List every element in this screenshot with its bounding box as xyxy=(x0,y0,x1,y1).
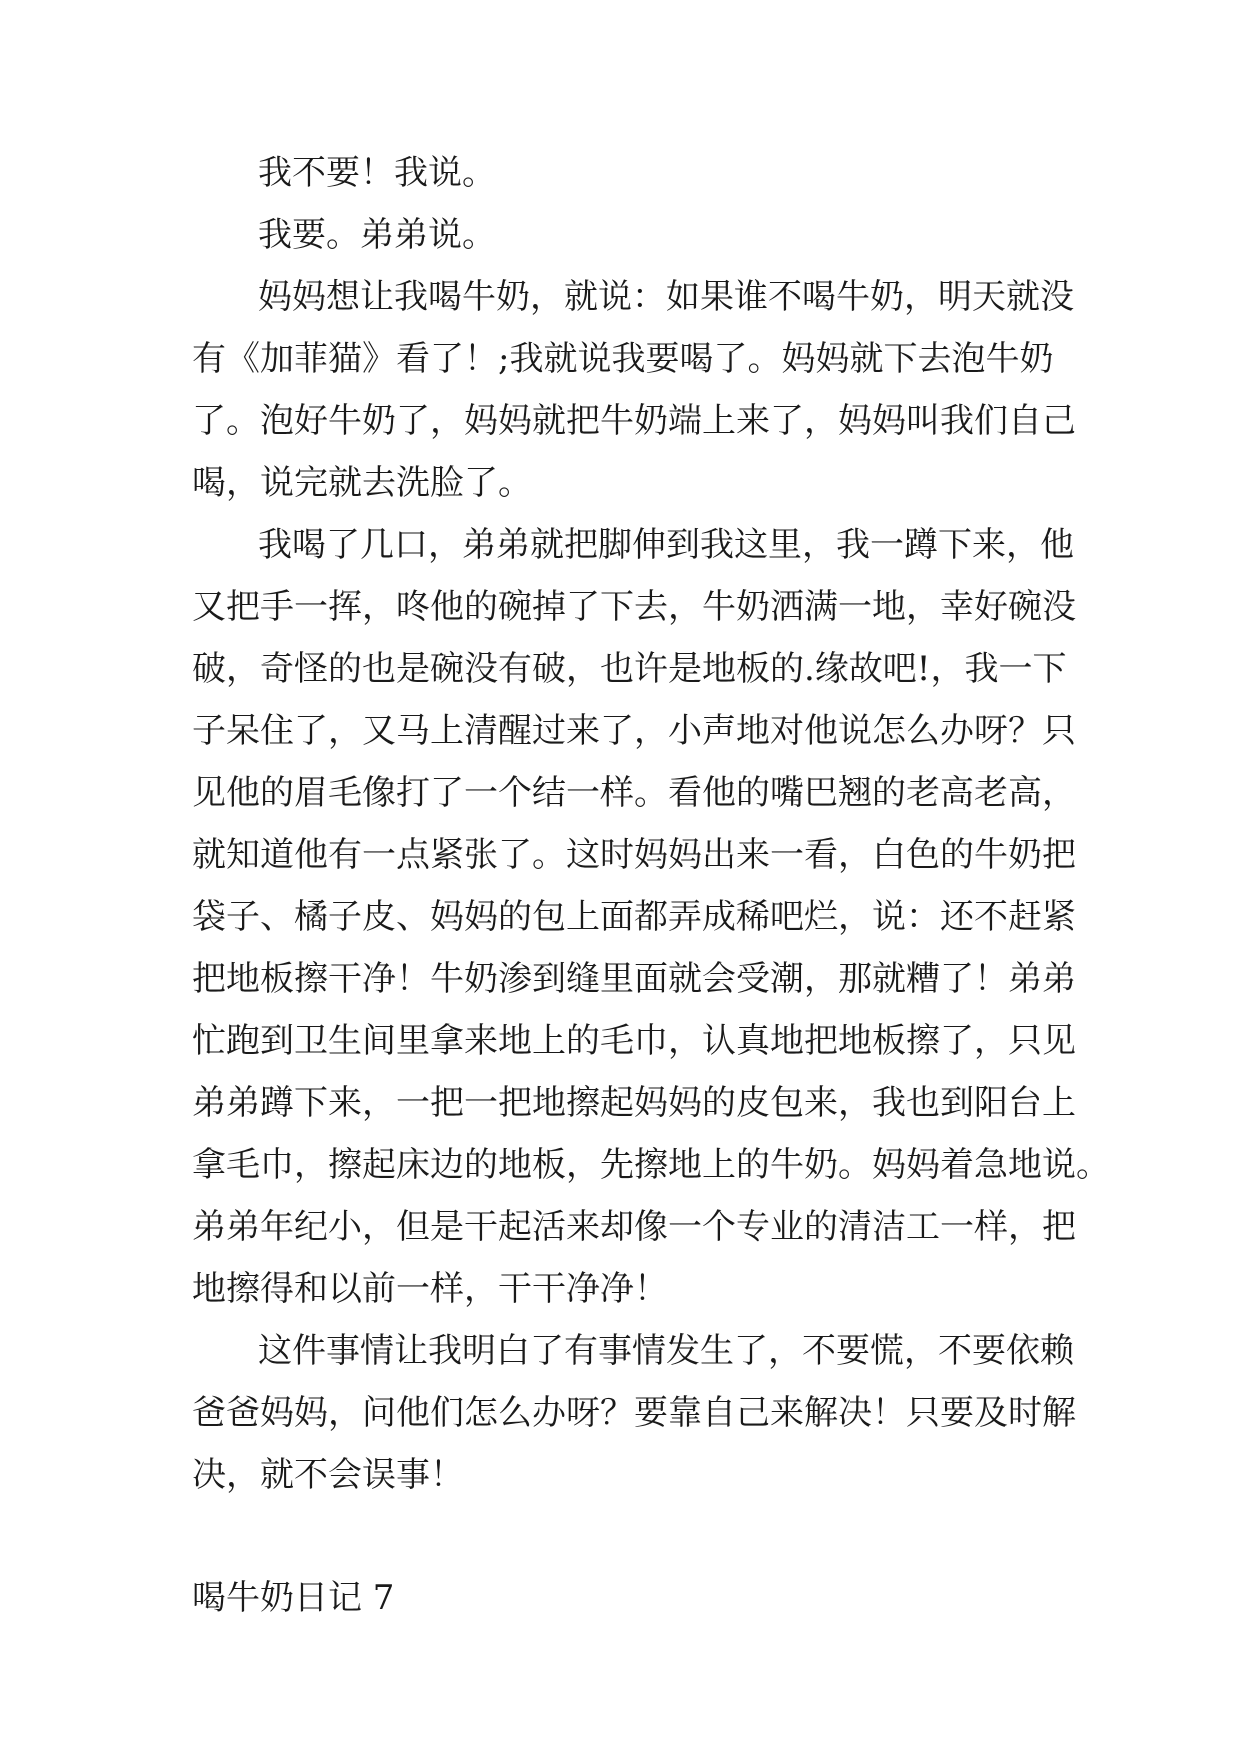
paragraph-line: 弟弟年纪小，但是干起活来却像一个专业的清洁工一样，把 xyxy=(192,1207,1076,1247)
paragraph-line: 这件事情让我明白了有事情发生了，不要慌，不要依赖 xyxy=(258,1331,1074,1371)
paragraph-line: 就知道他有一点紧张了。这时妈妈出来一看，白色的牛奶把 xyxy=(192,835,1076,875)
paragraph-line: 破，奇怪的也是碗没有破，也许是地板的.缘故吧!，我一下 xyxy=(192,649,1067,689)
paragraph-line: 我要。弟弟说。 xyxy=(258,215,496,255)
paragraph-line: 决，就不会误事！ xyxy=(192,1455,464,1495)
paragraph-line: 爸爸妈妈，问他们怎么办呀？要靠自己来解决！只要及时解 xyxy=(192,1393,1076,1433)
paragraph-line: 喝，说完就去洗脸了。 xyxy=(192,463,532,503)
paragraph-line: 忙跑到卫生间里拿来地上的毛巾，认真地把地板擦了，只见 xyxy=(192,1021,1076,1061)
paragraph-line: 我喝了几口，弟弟就把脚伸到我这里，我一蹲下来，他 xyxy=(258,525,1074,565)
paragraph-line: 了。泡好牛奶了，妈妈就把牛奶端上来了，妈妈叫我们自己 xyxy=(192,401,1076,441)
paragraph-line: 子呆住了，又马上清醒过来了，小声地对他说怎么办呀？只 xyxy=(192,711,1076,751)
paragraph-line: 妈妈想让我喝牛奶，就说：如果谁不喝牛奶，明天就没 xyxy=(258,277,1074,317)
paragraph-line: 又把手一挥，咚他的碗掉了下去，牛奶洒满一地，幸好碗没 xyxy=(192,587,1076,627)
paragraph-line: 把地板擦干净！牛奶渗到缝里面就会受潮，那就糟了！弟弟 xyxy=(192,959,1076,999)
paragraph-line: 见他的眉毛像打了一个结一样。看他的嘴巴翘的老高老高， xyxy=(192,773,1076,813)
paragraph-line: 拿毛巾，擦起床边的地板，先擦地上的牛奶。妈妈着急地说。 xyxy=(192,1145,1110,1185)
paragraph-line: 我不要！我说。 xyxy=(258,153,496,193)
paragraph-line: 有《加菲猫》看了！;我就说我要喝了。妈妈就下去泡牛奶 xyxy=(192,339,1054,379)
section-heading: 喝牛奶日记 7 xyxy=(192,1578,395,1618)
paragraph-line: 弟弟蹲下来，一把一把地擦起妈妈的皮包来，我也到阳台上 xyxy=(192,1083,1076,1123)
paragraph-line: 袋子、橘子皮、妈妈的包上面都弄成稀吧烂，说：还不赶紧 xyxy=(192,897,1076,937)
paragraph-line: 地擦得和以前一样，干干净净！ xyxy=(192,1269,668,1309)
